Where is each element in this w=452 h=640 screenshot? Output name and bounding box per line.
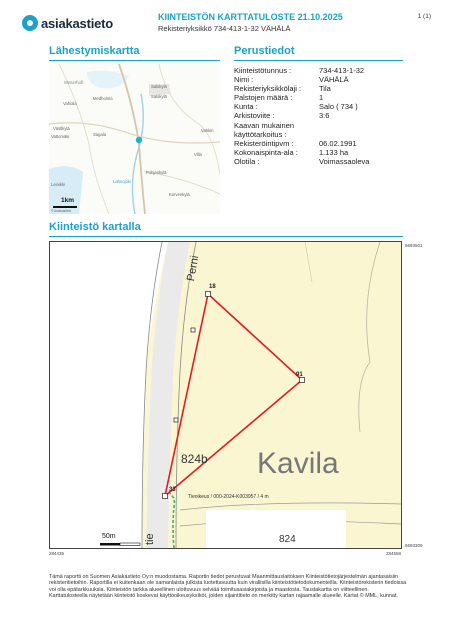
- info-value: Tila: [319, 84, 331, 94]
- area-name-label: Kavila: [257, 447, 339, 480]
- map-place: Salokylä: [151, 94, 167, 99]
- basic-info-divider: [234, 60, 403, 61]
- map-place: Wetterhoff: [64, 80, 84, 85]
- info-value: Voimassaoleva: [319, 156, 370, 166]
- info-label: Rekisteröintipvm :: [234, 138, 294, 148]
- map-place: Villa: [194, 152, 202, 157]
- info-row: [234, 93, 369, 102]
- map-place: Västlkylä: [53, 126, 70, 131]
- info-label: Nimi :: [234, 75, 254, 85]
- location-map-scale-bar: [53, 206, 77, 208]
- info-label: Kiinteistötunnus :: [234, 66, 292, 75]
- info-value: 3:6: [319, 111, 330, 121]
- map-place: Korvenkylä: [169, 192, 190, 197]
- info-value: 1.133 ha: [319, 147, 349, 157]
- boundary-point-label: 18: [209, 284, 216, 290]
- info-label: Rekisteriyksikkölaji :: [234, 84, 302, 94]
- property-map-divider: [49, 236, 403, 237]
- info-label: Olotila :: [234, 156, 260, 166]
- info-value: 734-413-1-32: [319, 66, 365, 75]
- info-label: Palstojen määrä :: [234, 93, 293, 103]
- document-subtitle: Rekisteriyksikkö 734-413-1-32 VÄHÄLÄ: [158, 24, 291, 33]
- location-map-divider: [49, 60, 220, 61]
- location-map-heading: Lähestymiskartta: [49, 45, 140, 57]
- info-value: Salo ( 734 ): [319, 102, 358, 112]
- info-row: [234, 121, 369, 139]
- page-number: 1 (1): [417, 13, 431, 20]
- info-value: [319, 121, 369, 139]
- map-place: Leinikki: [51, 182, 65, 187]
- coord-top-right: 6693501: [405, 243, 423, 248]
- property-map-graphic: [50, 242, 401, 548]
- map-place: Vahiala: [63, 101, 77, 106]
- info-label: Kunta :: [234, 102, 258, 112]
- info-value: 1: [319, 93, 324, 103]
- location-map-graphic: [49, 64, 220, 214]
- map-place: Vahkin: [201, 128, 214, 133]
- easement-label: Tieoikeus / 000-2024-K003957 / 4 m: [188, 494, 269, 500]
- info-row: [234, 102, 369, 111]
- brand-logo: [22, 15, 113, 31]
- road-name-label-bottom: tie: [144, 533, 156, 545]
- document-title: KIINTEISTÖN KARTTATULOSTE 21.10.2025: [158, 12, 343, 22]
- logo-text: asiakastieto: [41, 15, 114, 31]
- coord-bottom-left: 284435: [49, 551, 65, 556]
- info-label: Arkistoviite :: [234, 111, 275, 121]
- boundary-point-label: 33: [169, 487, 176, 493]
- info-row: [234, 84, 369, 93]
- coord-bottom-center: 284558: [386, 551, 402, 556]
- property-map: [49, 241, 402, 549]
- basic-info-table: [234, 66, 369, 166]
- boundary-point-label: 91: [296, 372, 303, 378]
- road-name-label: Perni: [185, 254, 202, 283]
- info-label: Kokonaispinta-ala :: [234, 147, 298, 157]
- map-place: Lahnojoki: [113, 179, 131, 184]
- info-row: [234, 157, 369, 166]
- disclaimer-text: Tämä raportti on Suomen Asiakastieto Oy:n muodostama. Raportin tiedot perustuvat Maanmittauslaitoksen Kiinteistötietojärjestelmän ajantasaisiin rekisteritietoihin. Raportilla ei kuitenkaan ole samanlaista julkista luotettavuutta kuin virallisilla kiinteistötietodokumenteilla. Kiinteistörekisterin tiedoissa voi olla epätarkkuuksia. Kiinteistön tarkka alueellinen ulottuvuus selviää toimitusasiakirjoista ja maastosta. Taustakartta on viitteellinen. Karttatulosteella näytetään kiinteistö koskevat käyttöoikeusyksiköt, joiden sijaintitieto on merkitty kartan rajaamalle alueelle. Kartat © MML, kunnat.: [49, 574, 407, 600]
- info-row: [234, 148, 369, 157]
- parcel-label: 824b: [181, 452, 208, 466]
- location-map-credit: © Asiakastieto: [51, 209, 72, 213]
- location-map-scale-label: 1km: [61, 197, 75, 204]
- basic-info-heading: Perustiedot: [234, 45, 295, 57]
- info-label: Kaavan mukainen käyttötarkoitus :: [234, 120, 295, 139]
- info-row: [234, 111, 369, 120]
- info-value: 06.02.1991: [319, 138, 357, 148]
- property-map-heading: Kiinteistö kartalla: [49, 221, 141, 233]
- map-place: Salokylä: [151, 84, 167, 89]
- info-value: VÄHÄLÄ: [319, 75, 349, 85]
- coord-bottom-right: 6693309: [405, 543, 423, 548]
- parcel-label-bottom: 824: [279, 534, 296, 545]
- map-place: Vattomäki: [51, 134, 70, 139]
- map-place: Sagala: [93, 132, 107, 137]
- info-row: [234, 139, 369, 148]
- location-map: [49, 64, 220, 214]
- info-row: [234, 75, 369, 84]
- info-row: [234, 66, 369, 75]
- map-place: Pohjankylä: [146, 170, 167, 175]
- property-map-scale-label: 50m: [102, 533, 116, 540]
- map-place: Medholma: [93, 96, 113, 101]
- logo-pin-icon: [22, 15, 38, 31]
